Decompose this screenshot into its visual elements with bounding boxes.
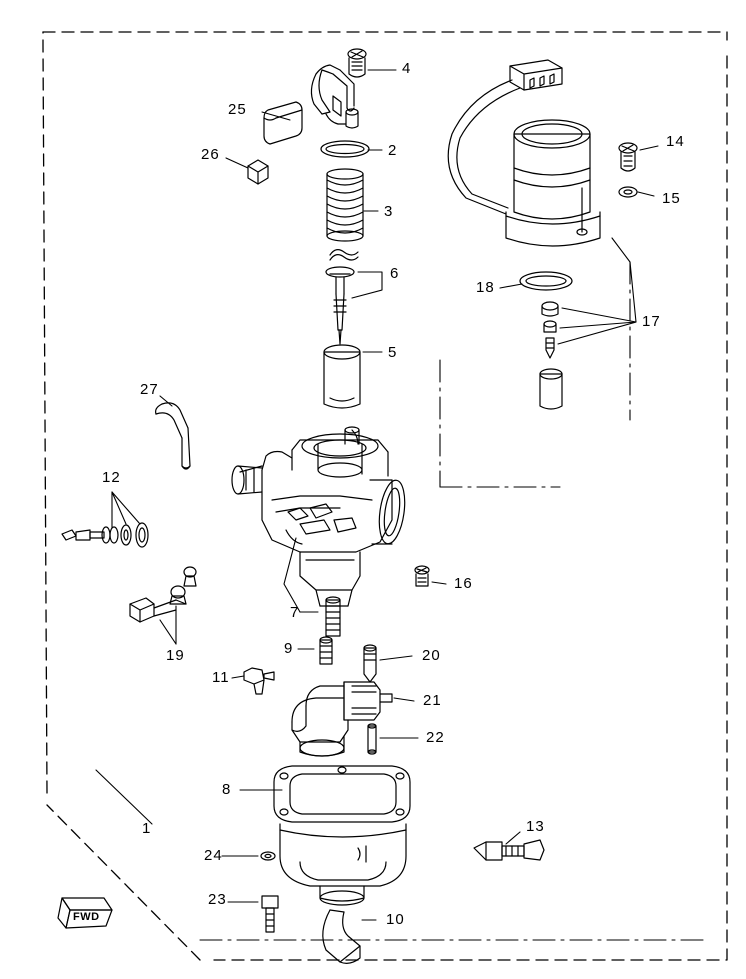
part-14-screw: [619, 143, 637, 171]
callout-18: 18: [476, 279, 495, 296]
part-5-throttle-slide: [324, 345, 360, 408]
callout-26: 26: [201, 146, 220, 163]
part-15-washer: [619, 187, 637, 197]
part-9-pilot-jet: [320, 637, 332, 664]
callout-8: 8: [222, 781, 232, 798]
leader-lines: [96, 70, 658, 920]
callout-1: 1: [142, 820, 152, 837]
callout-13: 13: [526, 818, 545, 835]
part-17-components: [540, 302, 562, 409]
callout-22: 22: [426, 729, 445, 746]
part-24-washer: [261, 852, 275, 860]
part-23-bolt: [262, 896, 278, 932]
carburetor-body: [232, 427, 408, 606]
part-7-main-jet: [326, 597, 340, 636]
part-25-sleeve: [264, 102, 302, 144]
callout-12: 12: [102, 469, 121, 486]
callout-10: 10: [386, 911, 405, 928]
part-12-screws: [62, 523, 148, 547]
part-4-screw: [348, 49, 366, 77]
part-2-oring: [321, 141, 369, 157]
reference-frame-dashdot: [200, 262, 705, 940]
part-3-spring: [327, 169, 363, 241]
callout-19: 19: [166, 647, 185, 664]
part-8-gasket: [274, 766, 410, 822]
callout-9: 9: [284, 640, 294, 657]
part-6-jet-needle: [326, 250, 358, 344]
part-22-pin: [368, 724, 376, 754]
callout-11: 11: [212, 669, 230, 686]
callout-20: 20: [422, 647, 441, 664]
part-26-nut: [248, 160, 268, 184]
part-11-needle-valve: [244, 668, 274, 694]
callout-23: 23: [208, 891, 227, 908]
callout-24: 24: [204, 847, 223, 864]
callout-14: 14: [666, 133, 685, 150]
auto-choke-solenoid: [448, 60, 600, 246]
callout-3: 3: [384, 203, 394, 220]
callout-27: 27: [140, 381, 159, 398]
part-10-drain-hose: [323, 910, 360, 963]
part-19-pilot-screw: [130, 567, 196, 622]
callout-2: 2: [388, 142, 398, 159]
part-16-screw: [415, 566, 429, 586]
part-27-hose: [156, 403, 190, 469]
part-20-pin: [364, 645, 376, 682]
callout-16: 16: [454, 575, 473, 592]
part-13-drain-screw: [474, 840, 544, 860]
callout-4: 4: [402, 60, 412, 77]
float-bowl: [280, 824, 406, 905]
callout-21: 21: [423, 692, 442, 709]
callout-6: 6: [390, 265, 400, 282]
fwd-direction-label: FWD: [73, 911, 100, 923]
callout-25: 25: [228, 101, 247, 118]
throttle-cable-assembly: [311, 65, 358, 128]
callout-17: 17: [642, 313, 661, 330]
part-18-oring: [520, 272, 572, 290]
callout-7: 7: [290, 604, 300, 621]
callout-5: 5: [388, 344, 398, 361]
part-21-choke-assembly: [292, 682, 392, 756]
callout-15: 15: [662, 190, 681, 207]
